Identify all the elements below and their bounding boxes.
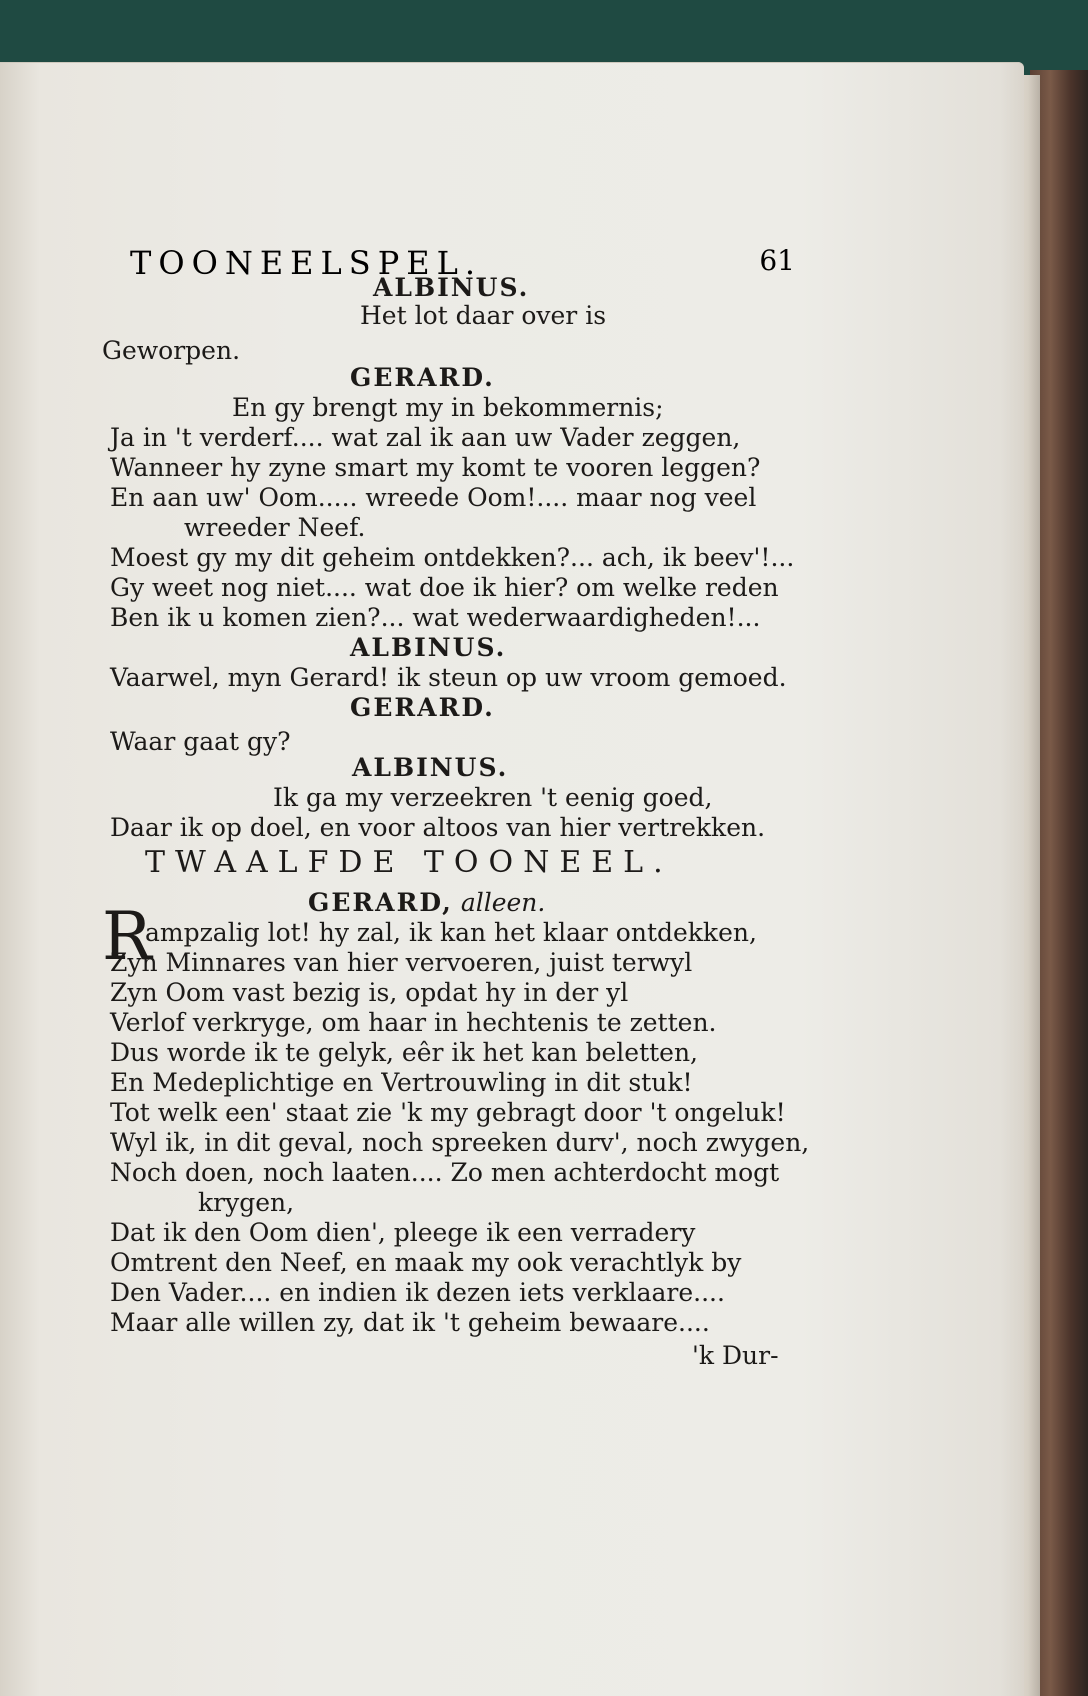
verse-line: En Medeplichtige en Vertrouwling in dit stuk!	[110, 1068, 693, 1097]
verse-line: wreeder Neef.	[184, 513, 366, 542]
verse-line: Daar ik op doel, en voor altoos van hier vertrekken.	[110, 813, 766, 842]
verse-line: Dus worde ik te gelyk, eêr ik het kan beletten,	[110, 1038, 699, 1067]
verse-line: Zyn Oom vast bezig is, opdat hy in der yl	[110, 978, 629, 1007]
verse-line: Zyn Minnares van hier vervoeren, juist terwyl	[110, 948, 693, 977]
speaker-albinus: ALBINUS.	[373, 273, 530, 302]
verse-line: krygen,	[198, 1188, 295, 1217]
verse-line: ampzalig lot! hy zal, ik kan het klaar ontdekken,	[145, 918, 757, 947]
verse-line: Omtrent den Neef, en maak my ook verachtlyk by	[110, 1248, 742, 1277]
verse-line: Ja in 't verderf.... wat zal ik aan uw Vader zeggen,	[110, 423, 741, 452]
verse-line: Den Vader.... en indien ik dezen iets verklaare....	[110, 1278, 725, 1307]
verse-line: Noch doen, noch laaten.... Zo men achterdocht mogt	[110, 1158, 780, 1187]
verse-line: Maar alle willen zy, dat ik 't geheim bewaare....	[110, 1308, 710, 1337]
verse-line: Tot welk een' staat zie 'k my gebragt door 't ongeluk!	[110, 1098, 786, 1127]
verse-line: Waar gaat gy?	[110, 727, 291, 756]
speaker-heading	[308, 887, 545, 918]
verse-line: Verlof verkryge, om haar in hechtenis te zetten.	[110, 1008, 717, 1037]
verse-line: Moest gy my dit geheim ontdekken?... ach, ik beev'!...	[110, 543, 795, 572]
verse-line: Ik ga my verzeekren 't eenig goed,	[273, 783, 713, 812]
verse-line: Ben ik u komen zien?... wat wederwaardigheden!...	[110, 603, 761, 632]
catchword: 'k Dur-	[692, 1341, 779, 1370]
verse-line: Geworpen.	[102, 336, 241, 365]
page-number: 61	[759, 244, 795, 277]
stage-direction: alleen.	[460, 888, 546, 917]
book-page	[0, 62, 1024, 1696]
verse-line: En gy brengt my in bekommernis;	[232, 393, 664, 422]
verse-line: Dat ik den Oom dien', pleege ik een verradery	[110, 1218, 696, 1247]
verse-line: Wyl ik, in dit geval, noch spreeken durv', noch zwygen,	[110, 1128, 810, 1157]
scene-heading: TWAALFDE TOONEEL.	[145, 845, 673, 880]
speaker-gerard: GERARD.	[350, 363, 495, 392]
verse-line: Gy weet nog niet.... wat doe ik hier? om welke reden	[110, 573, 779, 602]
verse-line: En aan uw' Oom..... wreede Oom!.... maar nog veel	[110, 483, 757, 512]
verse-line: Wanneer hy zyne smart my komt te vooren leggen?	[110, 453, 761, 482]
running-head: TOONEELSPEL.	[130, 244, 483, 282]
speaker-gerard: GERARD,	[308, 888, 453, 917]
speaker-albinus: ALBINUS.	[350, 633, 507, 662]
speaker-gerard: GERARD.	[350, 693, 495, 722]
verse-line: Het lot daar over is	[360, 301, 607, 330]
speaker-albinus: ALBINUS.	[352, 753, 509, 782]
drop-cap: R	[102, 898, 152, 975]
verse-line: Vaarwel, myn Gerard! ik steun op uw vroom gemoed.	[110, 663, 787, 692]
